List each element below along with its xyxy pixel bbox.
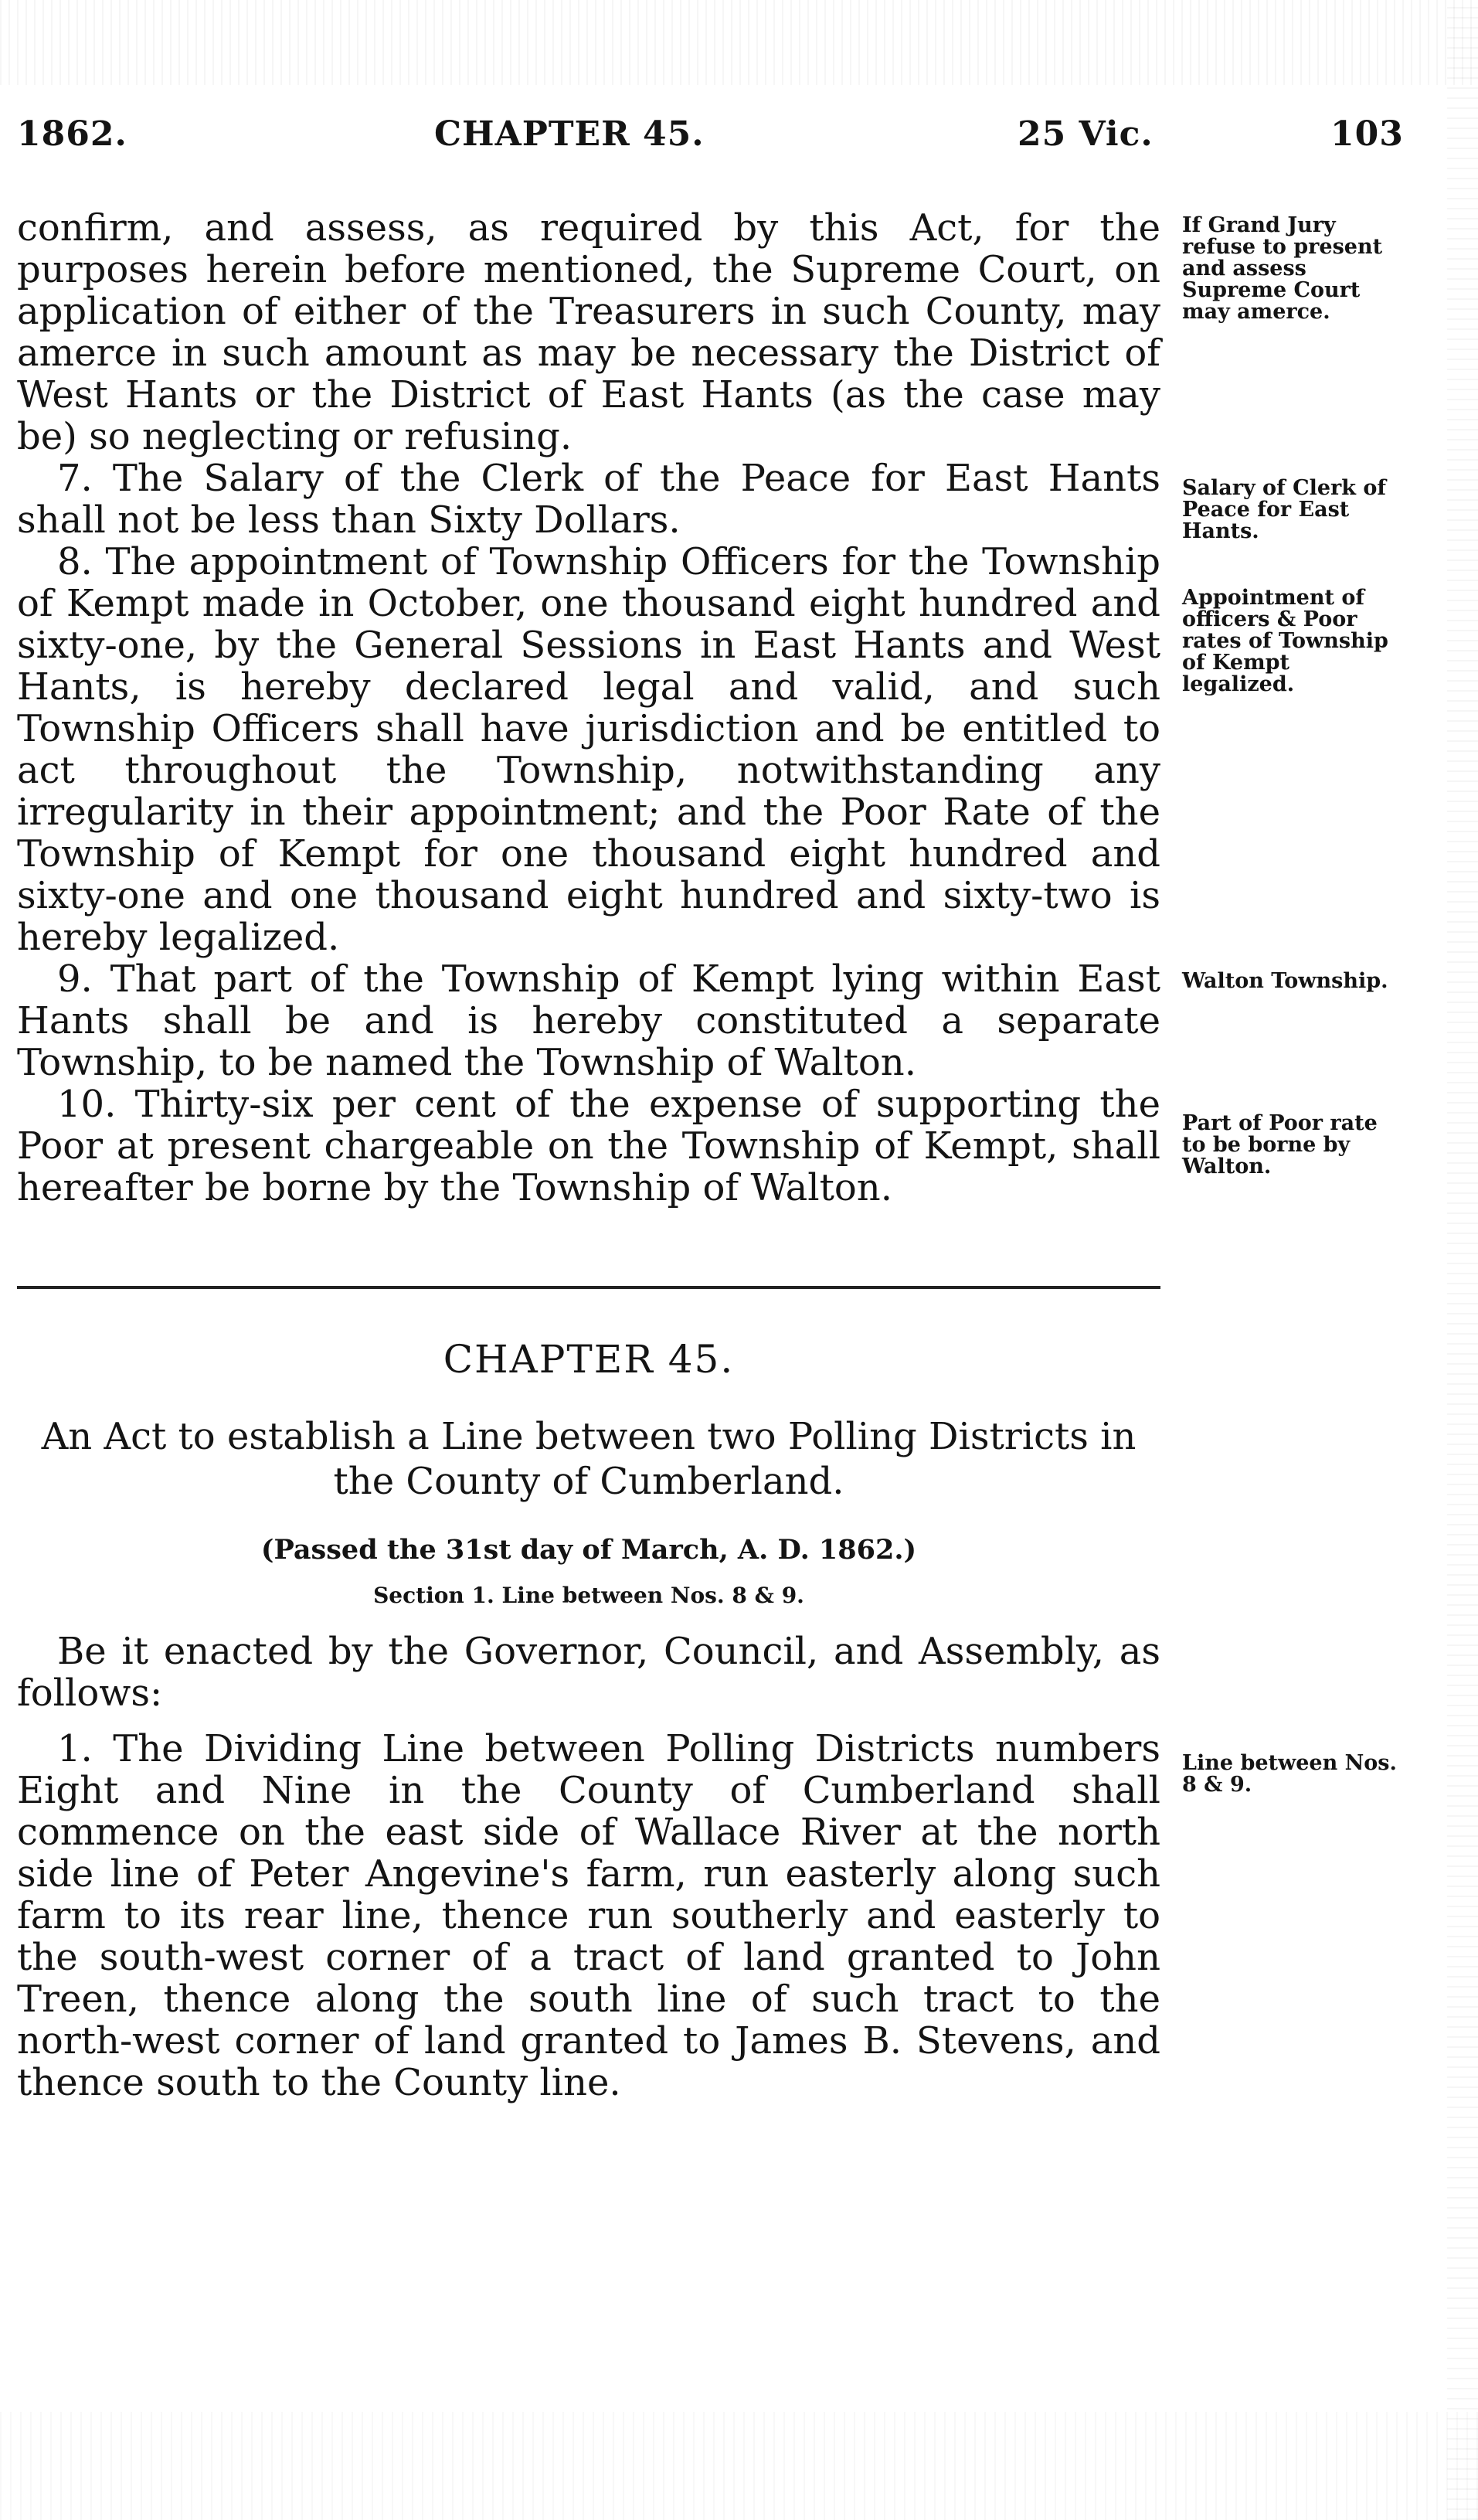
- paragraph-section-7: 7. The Salary of the Clerk of the Peace for East Hants shall not be less than Sixty Dollars.: [17, 457, 1160, 542]
- scan-edge-bottom: [0, 2412, 1478, 2520]
- paragraph-section-1: 1. The Dividing Line between Polling Districts numbers Eight and Nine in the County of Cumberland shall commence on the east side of Wallace River at the north side line of Peter Angevine's farm, run easterly along such farm to its rear line, thence run southerly and easterly to the south-west corner of a tract of land granted to John Treen, thence along the south line of such tract to the north-west corner of land granted to James B. Stevens, and thence south to the County line.: [17, 1727, 1160, 2104]
- chapter-divider-rule: [17, 1286, 1160, 1289]
- scan-edge-top: [0, 0, 1478, 85]
- section-summary: Section 1. Line between Nos. 8 & 9.: [373, 1583, 804, 1608]
- new-chapter-text: [17, 1631, 1160, 2103]
- running-head-year: 1862.: [17, 114, 127, 154]
- top-section-text: [17, 207, 1160, 1209]
- page-number: 103: [1330, 114, 1404, 154]
- sidenote-clerk-salary: Salary of Clerk of Peace for East Hants.: [1182, 476, 1386, 543]
- running-head-chapter: CHAPTER 45.: [434, 114, 705, 154]
- sidenote-grand-jury: If Grand Jury refuse to present and assess Supreme Court may amerce.: [1182, 213, 1383, 324]
- scan-edge-right: [1447, 0, 1478, 2520]
- paragraph-continuation: confirm, and assess, as required by this Act, for the purposes herein before mentioned, the Supreme Court, on application of either of the Treasurers in such County, may amerce in such amount as may be necessary the District of West Hants or the District of East Hants (as the case may be) so neglecting or refusing.: [17, 206, 1160, 458]
- chapter-heading: CHAPTER 45.: [443, 1337, 735, 1382]
- enacting-clause: Be it enacted by the Governor, Council, and Assembly, as follows:: [17, 1630, 1160, 1715]
- sidenote-kempt-officers: Appointment of officers & Poor rates of Township of Kempt legalized.: [1182, 586, 1388, 696]
- sidenote-poor-rate: Part of Poor rate to be borne by Walton.: [1182, 1111, 1378, 1178]
- sidenote-walton-township: Walton Township.: [1182, 969, 1388, 993]
- act-title: An Act to establish a Line between two Polling Districts in the County of Cumberland.: [41, 1415, 1137, 1503]
- paragraph-section-8: 8. The appointment of Township Officers for the Township of Kempt made in October, one thousand eight hundred and sixty-one, by the General Sessions in East Hants and West Hants, is hereby declared legal and valid, and such Township Officers shall have jurisdiction and be entitled to act throughout the Township, notwithstanding any irregularity in their appointment; and the Poor Rate of the Township of Kempt for one thousand eight hundred and sixty-one and one thousand eight hundred and sixty-two is hereby legalized.: [17, 540, 1160, 959]
- running-head: [17, 114, 1404, 161]
- paragraph-section-9: 9. That part of the Township of Kempt lying within East Hants shall be and is hereby constituted a separate Township, to be named the Township of Walton.: [17, 957, 1160, 1084]
- running-head-reign: 25 Vic.: [1018, 114, 1154, 154]
- paragraph-section-10: 10. Thirty-six per cent of the expense of supporting the Poor at present chargeable on the Township of Kempt, shall hereafter be borne by the Township of Walton.: [17, 1083, 1160, 1209]
- sidenote-line-between: Line between Nos. 8 & 9.: [1182, 1751, 1397, 1797]
- passed-date: (Passed the 31st day of March, A. D. 1862.): [260, 1534, 917, 1566]
